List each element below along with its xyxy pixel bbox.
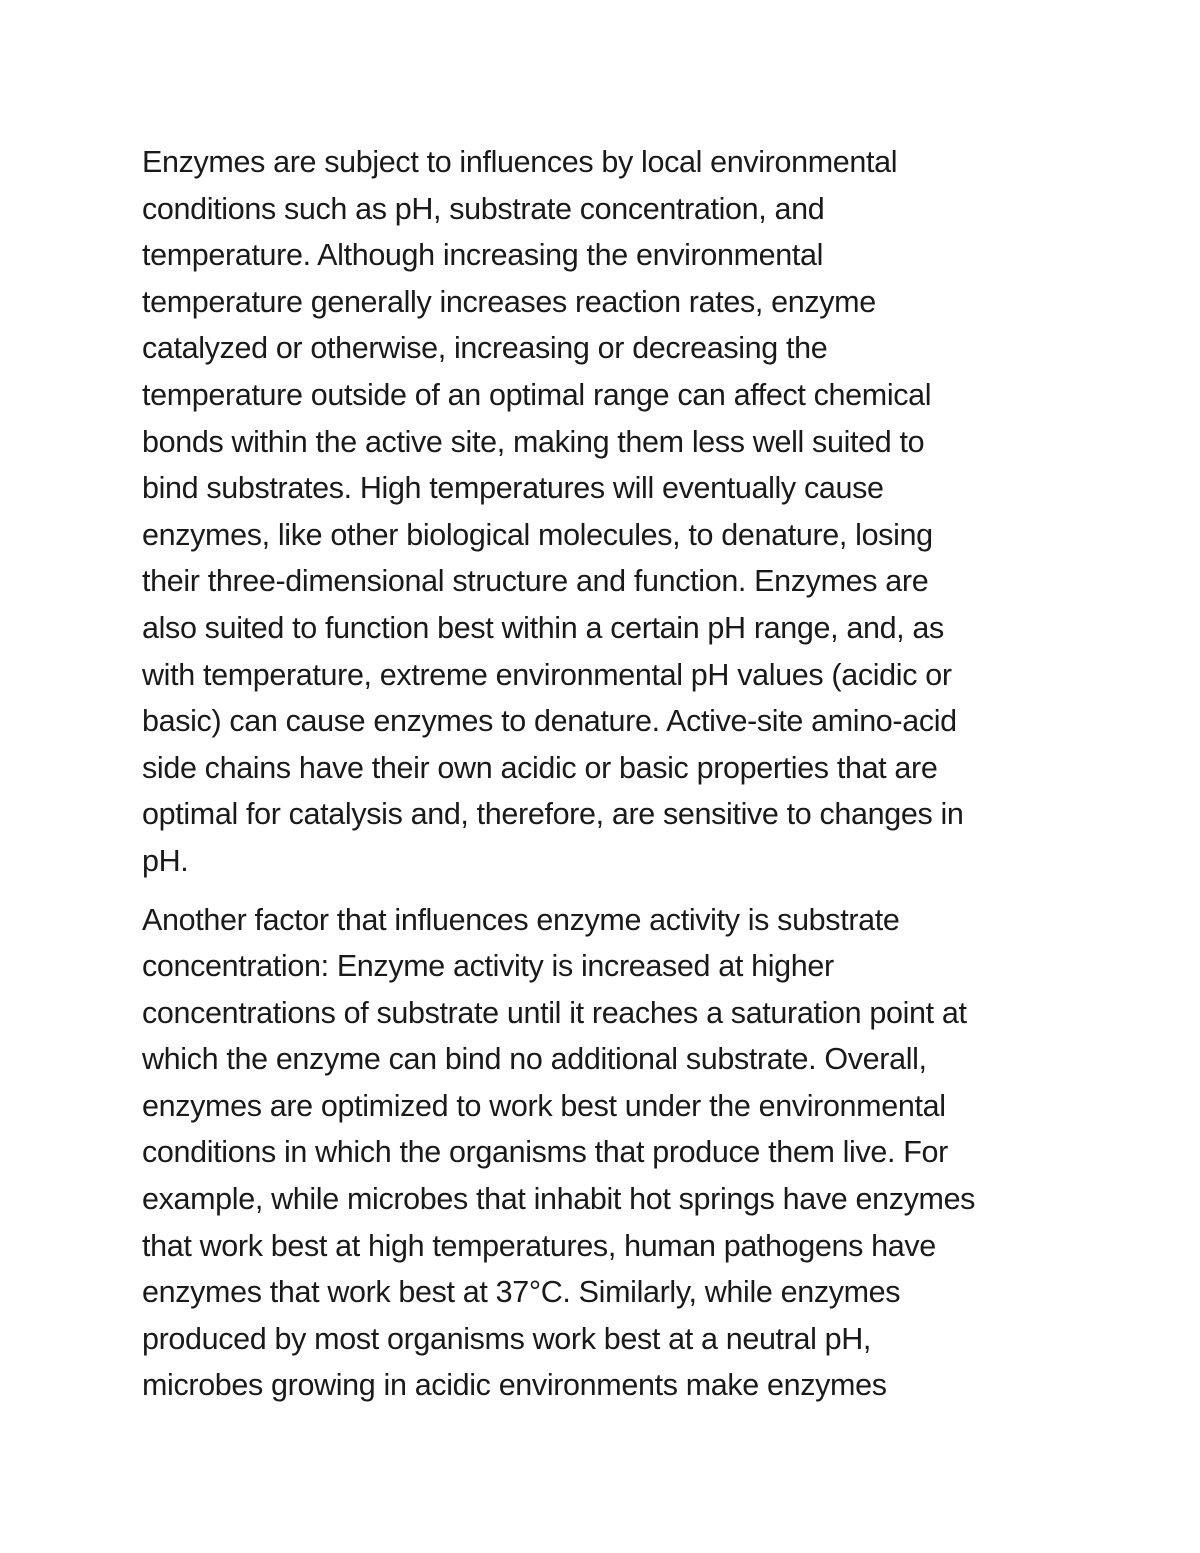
text-line: conditions such as pH, substrate concentration, and [142, 191, 825, 226]
text-line: microbes growing in acidic environments make enzymes [142, 1368, 887, 1403]
paragraph-2 [142, 897, 1082, 1410]
text-line: bonds within the active site, making them less well suited to [142, 424, 925, 459]
text-line: optimal for catalysis and, therefore, are sensitive to changes in [142, 797, 964, 832]
paragraph-1 [142, 139, 1082, 885]
text-line: that work best at high temperatures, human pathogens have [142, 1228, 936, 1263]
text-line: which the enzyme can bind no additional substrate. Overall, [142, 1042, 927, 1077]
text-line: example, while microbes that inhabit hot springs have enzymes [142, 1182, 976, 1217]
text-line: temperature generally increases reaction rates, enzyme [142, 284, 876, 319]
text-line: enzymes are optimized to work best under the environmental [142, 1088, 946, 1123]
paragraph-spacer [142, 885, 1082, 897]
text-line: temperature outside of an optimal range can affect chemical [142, 377, 932, 412]
text-line: with temperature, extreme environmental pH values (acidic or [142, 657, 952, 692]
text-line: conditions in which the organisms that produce them live. For [142, 1135, 948, 1170]
text-line: concentrations of substrate until it reaches a saturation point at [142, 995, 967, 1030]
text-line: Enzymes are subject to influences by local environmental [142, 145, 898, 179]
text-line: catalyzed or otherwise, increasing or decreasing the [142, 331, 828, 366]
text-line: enzymes, like other biological molecules, to denature, losing [142, 517, 933, 552]
text-line: bind substrates. High temperatures will eventually cause [142, 471, 884, 506]
document-body [142, 139, 1082, 1409]
text-line: temperature. Although increasing the environmental [142, 238, 824, 273]
text-line: side chains have their own acidic or basic properties that are [142, 750, 938, 785]
text-line: also suited to function best within a certain pH range, and, as [142, 610, 944, 645]
text-line: Another factor that influences enzyme activity is substrate [142, 902, 900, 937]
text-line: basic) can cause enzymes to denature. Active-site amino-acid [142, 704, 957, 739]
text-line: enzymes that work best at 37°C. Similarly, while enzymes [142, 1275, 901, 1310]
text-line: produced by most organisms work best at a neutral pH, [142, 1321, 872, 1356]
text-line: their three-dimensional structure and function. Enzymes are [142, 564, 929, 599]
text-line: concentration: Enzyme activity is increased at higher [142, 949, 834, 984]
text-line: pH. [142, 843, 189, 878]
